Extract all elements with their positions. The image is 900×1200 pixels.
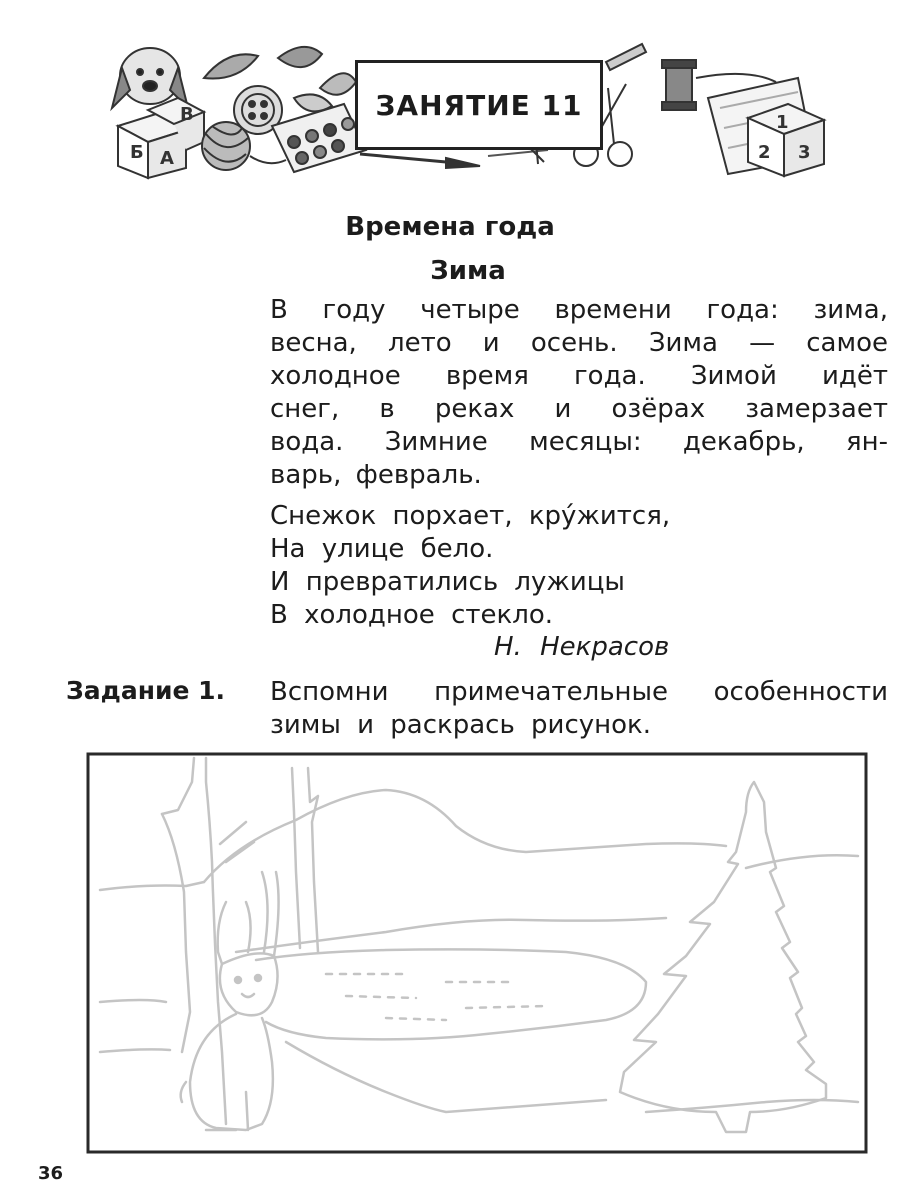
task-line: зимы и раскрась рисунок. <box>270 710 652 740</box>
task-line: Вспомни примечательные особенности <box>270 677 888 707</box>
block-letter-v: В <box>180 104 194 125</box>
page-number: 36 <box>38 1163 64 1184</box>
paragraph-line: варь, февраль. <box>270 460 482 490</box>
winter-paragraph <box>270 294 888 492</box>
poem-line: Снежок порхает, кру́жится, <box>270 501 671 531</box>
paragraph-line: холодное время года. Зимой идёт <box>270 361 888 391</box>
paragraph-line: В году четыре времени года: зима, <box>270 295 888 325</box>
poem-author: Н. Некрасов <box>494 632 670 662</box>
lesson-title: ЗАНЯТИЕ 11 <box>355 60 603 150</box>
coloring-picture[interactable] <box>86 752 868 1154</box>
paragraph-line: весна, лето и осень. Зима — самое <box>270 328 888 358</box>
task-instructions <box>270 676 888 742</box>
task-label: Задание 1. <box>66 676 226 705</box>
paintbrush-icon <box>360 154 480 168</box>
poem-line: В холодное стекло. <box>270 600 553 630</box>
block-digit-2: 2 <box>758 142 771 163</box>
section-title: Времена года <box>345 212 555 242</box>
poem <box>270 500 670 632</box>
picture-frame <box>88 754 866 1152</box>
poem-line: И превратились лужицы <box>270 567 625 597</box>
block-letter-a: А <box>160 148 174 169</box>
paragraph-line: вода. Зимние месяцы: декабрь, ян- <box>270 427 888 457</box>
block-digit-1: 1 <box>776 112 789 133</box>
pencil-icon <box>606 44 646 70</box>
block-digit-3: 3 <box>798 142 811 163</box>
section-subtitle: Зима <box>430 256 506 286</box>
block-letter-b: Б <box>130 142 144 163</box>
paint-palette-icon <box>272 104 366 172</box>
poem-line: На улице бело. <box>270 534 494 564</box>
paragraph-line: снег, в реках и озёрах замерзает <box>270 394 888 424</box>
